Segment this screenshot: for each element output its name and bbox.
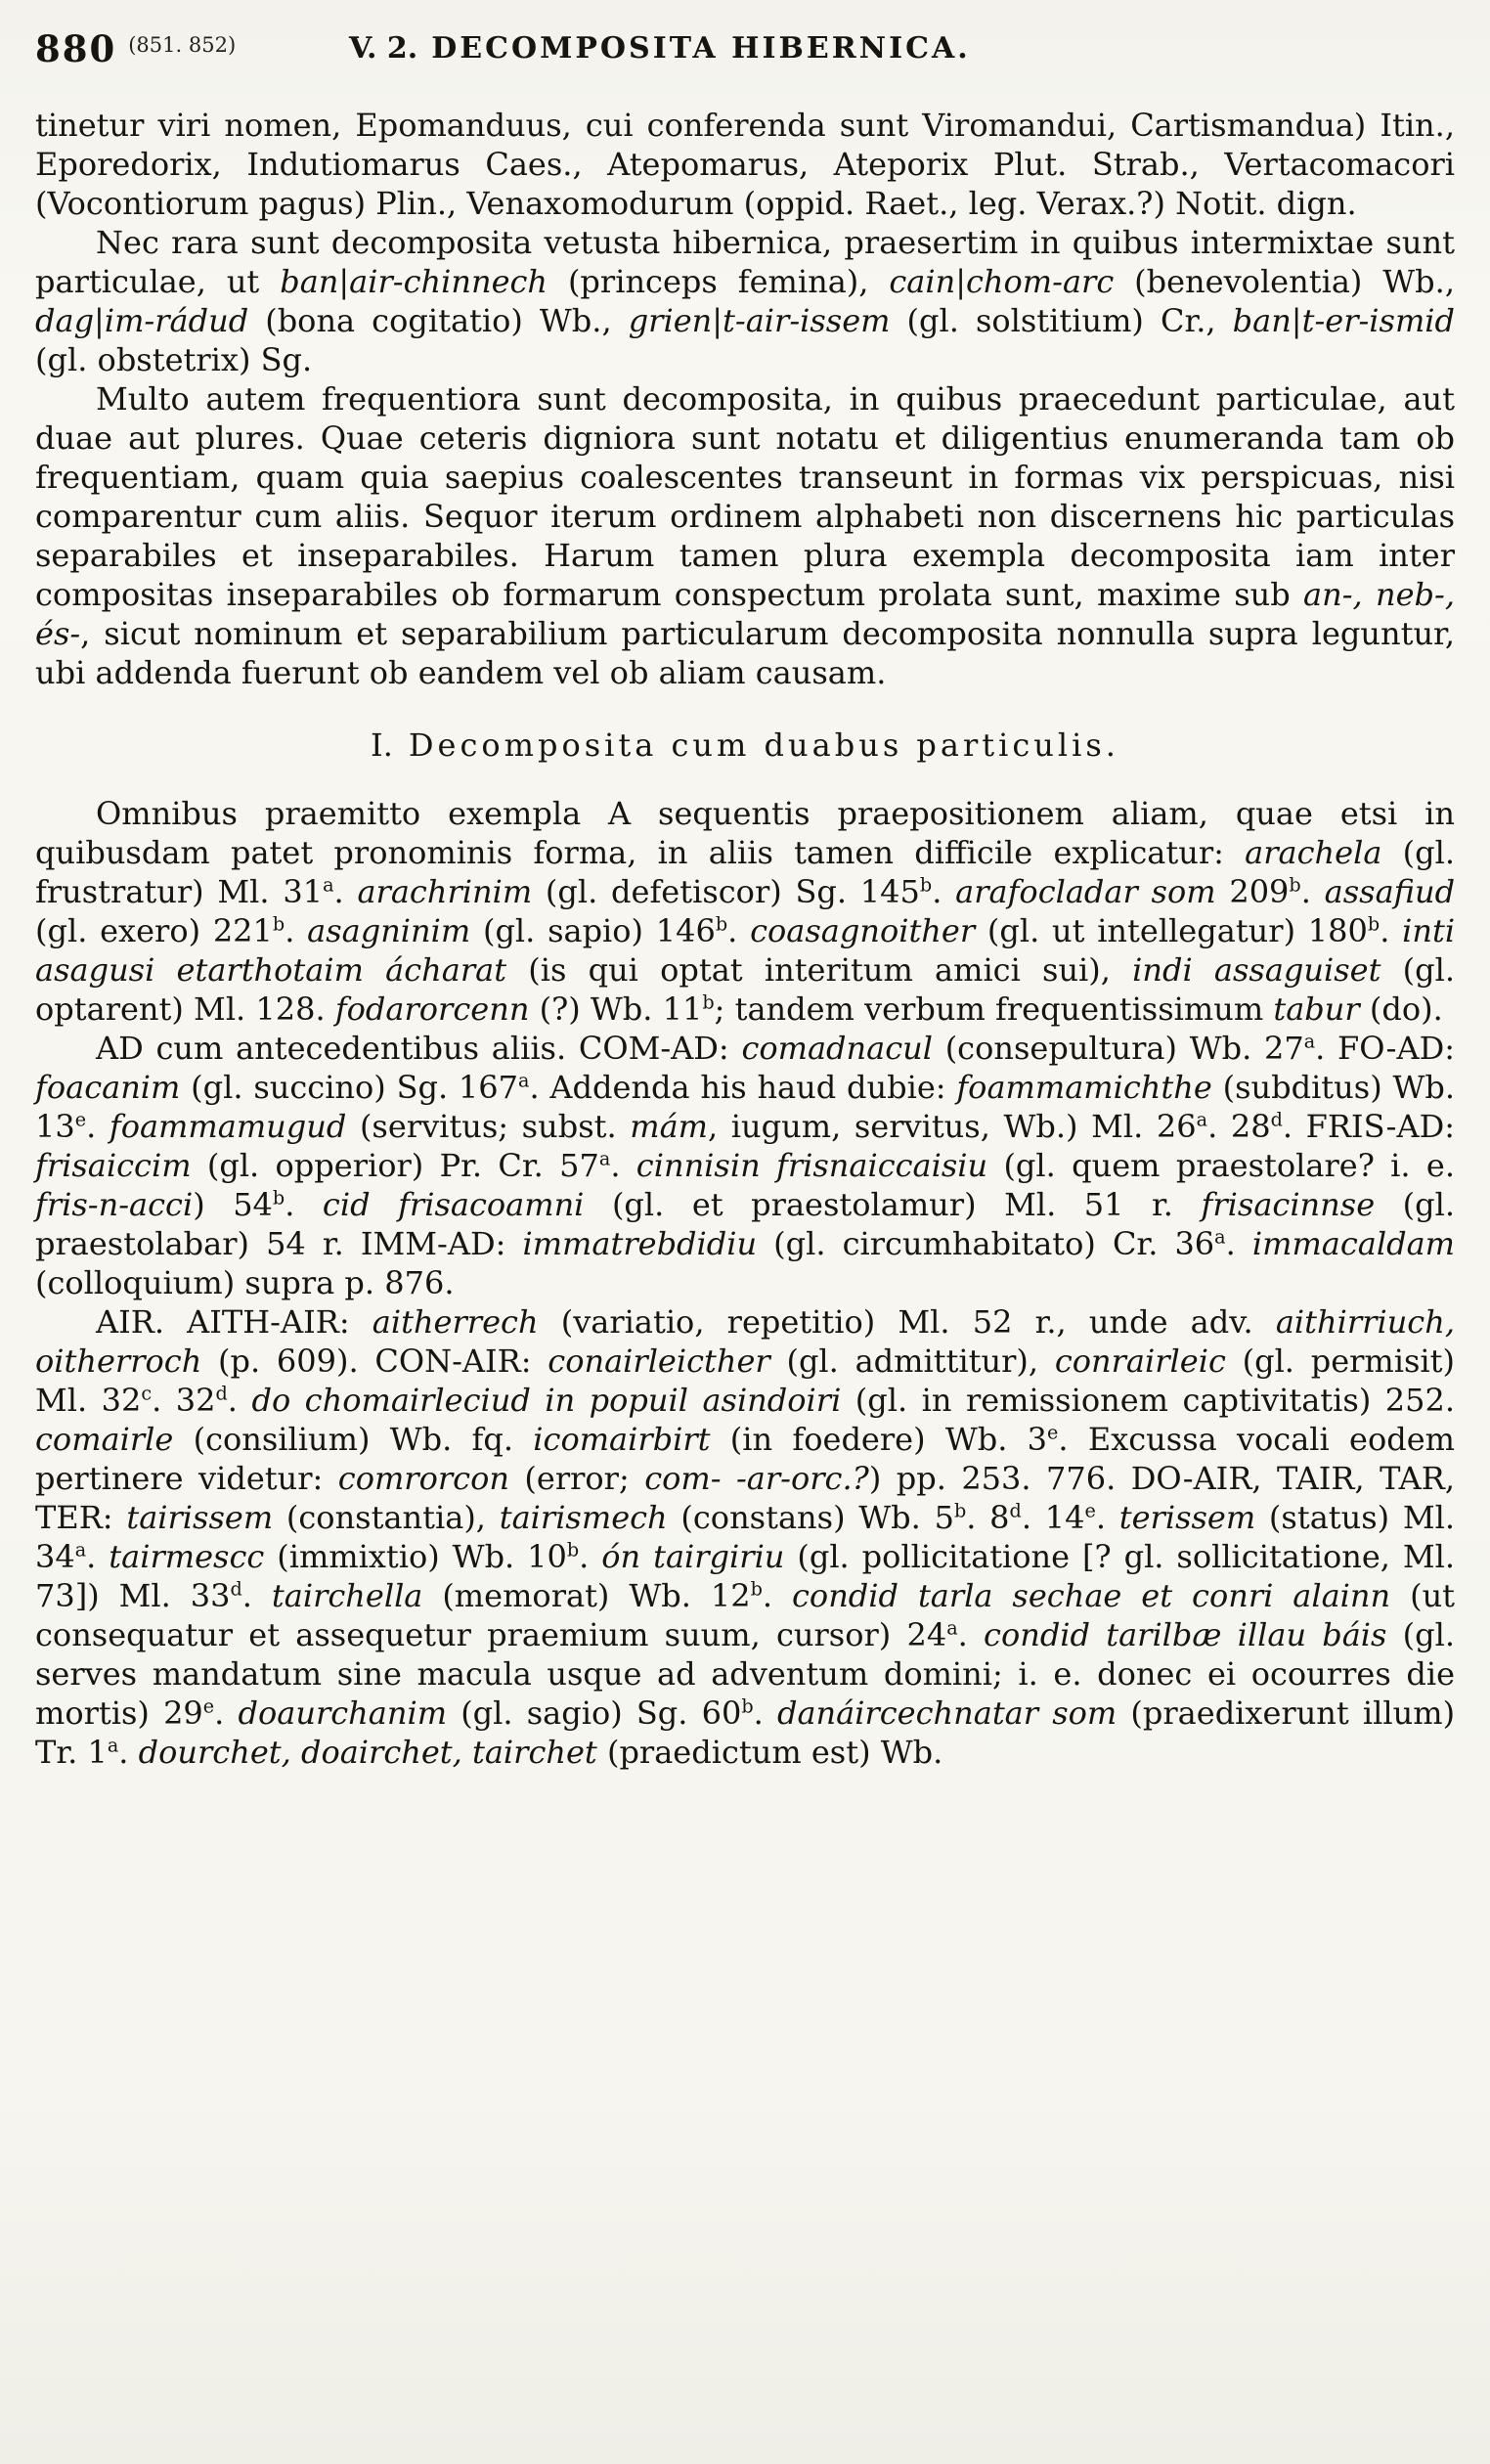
irish-term: assafiud: [1324, 873, 1456, 910]
folio-superscript: b: [1289, 873, 1301, 897]
folio-superscript: b: [1367, 912, 1380, 936]
column-reference: (851. 852): [128, 33, 237, 57]
folio-superscript: a: [107, 1734, 119, 1757]
text-run: (do).: [1359, 990, 1443, 1028]
text-run: .: [1380, 912, 1403, 949]
text-run: .: [727, 912, 751, 949]
running-title: [290, 29, 1029, 68]
irish-term: grien|t-air-issem: [628, 302, 891, 339]
irish-term: an-, neb-, és-: [35, 576, 1456, 652]
irish-term: arachela: [1245, 834, 1382, 871]
folio-superscript: a: [1303, 1030, 1316, 1053]
irish-term: dag|im-rádud: [35, 302, 249, 339]
text-run: Nec rara sunt decomposita vetusta hibernica, praesertim in quibus intermixtae sunt particulae, ut: [35, 224, 1455, 300]
text-run: (gl. exero) 221: [35, 912, 273, 949]
irish-term: conrairleic: [1054, 1342, 1226, 1380]
text-run: ) pp. 253. 776. DO-AIR, TAIR, TAR, TER:: [35, 1460, 1456, 1536]
text-run: (status) Ml. 34: [35, 1499, 1456, 1575]
text-run: (gl. ut intellegatur) 180: [975, 912, 1368, 949]
text-run: (colloquium) supra p. 876.: [35, 1264, 455, 1301]
irish-term: terissem: [1118, 1499, 1256, 1536]
text-run: (praedictum est) Wb.: [596, 1734, 943, 1771]
page-header: [35, 25, 1455, 80]
text-run: (immixtio) Wb. 10: [264, 1538, 567, 1575]
paragraph: [35, 794, 1455, 1029]
text-run: AD cum antecedentibus aliis. COM-AD:: [96, 1030, 742, 1067]
irish-term: foammamichthe: [956, 1069, 1212, 1106]
irish-term: cain|chom-arc: [889, 263, 1115, 300]
irish-term: arachrinim: [357, 873, 533, 910]
text-run: 209: [1215, 873, 1290, 910]
text-run: tinetur viri nomen, Epomanduus, cui conferenda sunt Viromandui, Cartismandua) Itin., Eporedorix, Indutiomarus Caes., Atepomarus, Ateporix Plut. Strab., Vertacomacori (Vocontiorum pagus) Plin., Venaxomodurum (oppid. Raet., leg. Verax.?) Notit. dign.: [35, 107, 1455, 222]
text-run: (gl. pollicitatione [? gl. sollicitatione, Ml. 73]) Ml. 33: [35, 1538, 1456, 1614]
irish-term: frisaiccim: [35, 1147, 192, 1184]
folio-superscript: a: [323, 873, 334, 897]
irish-term: cid frisacoamni: [322, 1186, 585, 1223]
irish-term: arafocladar som: [955, 873, 1216, 910]
irish-term: immacaldam: [1251, 1225, 1456, 1262]
text-run: (princeps femina),: [548, 263, 890, 300]
text-run: (gl. et praestolamur) Ml. 51 r.: [584, 1186, 1202, 1223]
text-run: , iugum, servitus, Wb.) Ml. 26: [708, 1108, 1197, 1145]
folio-superscript: a: [1196, 1108, 1208, 1131]
irish-term: coasagnoither: [750, 912, 976, 949]
text-run: .: [932, 873, 956, 910]
text-run: ) 54: [193, 1186, 273, 1223]
volume-label: V. 2.: [349, 31, 418, 66]
text-run: (gl. praestolabar) 54 r. IMM-AD:: [35, 1186, 1456, 1262]
irish-term: tairismech: [499, 1499, 668, 1536]
irish-term: cinnisin frisnaiccaisiu: [635, 1147, 988, 1184]
irish-term: aitherrech: [372, 1303, 539, 1341]
text-run: (constans) Wb. 5: [667, 1499, 954, 1536]
irish-term: dourchet, doairchet, tairchet: [138, 1734, 597, 1771]
irish-term: foacanim: [35, 1069, 181, 1106]
text-run: .: [118, 1734, 139, 1771]
irish-term: immatrebdidiu: [522, 1225, 758, 1262]
text-run: .: [610, 1147, 636, 1184]
running-title-text: DECOMPOSITA HIBERNICA.: [431, 31, 971, 66]
irish-term: comairle: [35, 1421, 174, 1458]
text-run: .: [762, 1577, 792, 1614]
folio-superscript: d: [1009, 1499, 1022, 1522]
text-run: . 14: [1021, 1499, 1085, 1536]
folio-superscript: a: [946, 1616, 958, 1640]
irish-term: conairleicther: [548, 1342, 770, 1380]
text-run: .: [86, 1108, 110, 1145]
folio-superscript: b: [702, 990, 715, 1014]
irish-term: tairchella: [271, 1577, 423, 1614]
paragraph: [35, 1029, 1455, 1302]
irish-term: ban|t-er-ismid: [1232, 302, 1456, 339]
text-run: (constantia),: [273, 1499, 500, 1536]
text-run: . 28: [1207, 1108, 1271, 1145]
section-heading: [35, 726, 1455, 765]
text-run: (in foedere) Wb. 3: [710, 1421, 1048, 1458]
text-run: . FRIS-AD:: [1282, 1108, 1456, 1145]
text-run: (gl. solstitium) Cr.,: [890, 302, 1233, 339]
irish-term: mám: [630, 1108, 709, 1145]
text-run: (ut consequatur et assequetur praemium suum, cursor) 24: [35, 1577, 1456, 1653]
text-run: (benevolentia) Wb.,: [1114, 263, 1456, 300]
text-run: (gl. circumhabitato) Cr. 36: [757, 1225, 1215, 1262]
text-run: (consepultura) Wb. 27: [932, 1030, 1304, 1067]
text-run: (gl. succino) Sg. 167: [180, 1069, 519, 1106]
folio-superscript: a: [1214, 1225, 1226, 1249]
irish-term: fris-n-acci: [35, 1186, 194, 1223]
irish-term: comadnacul: [741, 1030, 933, 1067]
text-run: (gl. opperior) Pr. Cr. 57: [191, 1147, 599, 1184]
text-run: ; tandem verbum frequentissimum: [714, 990, 1274, 1028]
text-run: (p. 609). CON-AIR:: [201, 1342, 548, 1380]
irish-term: comrorcon: [337, 1460, 509, 1497]
text-block-before-heading: [35, 106, 1455, 692]
section-number: I.: [371, 726, 393, 764]
folio-superscript: a: [518, 1069, 530, 1092]
text-run: . Excussa vocali eodem pertinere videtur:: [35, 1421, 1456, 1497]
text-run: , sicut nominum et separabilium particularum decomposita nonnulla supra leguntur, ubi addenda fuerunt ob eandem vel ob aliam causam.: [35, 615, 1455, 691]
text-run: (gl. frustratur) Ml. 31: [35, 834, 1456, 910]
folio-superscript: e: [202, 1694, 215, 1718]
irish-term: com- -ar-orc.?: [644, 1460, 869, 1497]
irish-term: tairissem: [126, 1499, 274, 1536]
folio-superscript: b: [272, 1186, 285, 1210]
irish-term: do chomairleciud in popuil asindoiri: [251, 1382, 842, 1419]
irish-term: tabur: [1273, 990, 1360, 1028]
text-run: (servitus; subst.: [346, 1108, 631, 1145]
text-run: (gl. obstetrix) Sg.: [35, 341, 313, 378]
irish-term: indi assaguiset: [1132, 951, 1381, 989]
text-run: .: [214, 1694, 239, 1732]
text-run: (praedixerunt illum) Tr. 1: [35, 1694, 1456, 1771]
text-run: (gl. serves mandatum sine macula usque ad adventum domini; i. e. donec ei ocourres die mortis) 29: [35, 1616, 1456, 1732]
folio-superscript: c: [141, 1382, 153, 1405]
folio-superscript: d: [215, 1382, 228, 1405]
folio-superscript: a: [598, 1147, 611, 1170]
text-run: (gl. admittitur),: [769, 1342, 1055, 1380]
text-run: (subditus) Wb. 13: [35, 1069, 1456, 1145]
text-run: .: [333, 873, 358, 910]
text-run: .: [579, 1538, 602, 1575]
folio-superscript: b: [741, 1694, 754, 1718]
folio-superscript: b: [715, 912, 728, 936]
folio-superscript: a: [74, 1538, 87, 1562]
text-run: .: [241, 1577, 272, 1614]
text-run: Multo autem frequentiora sunt decomposita, in quibus praecedunt particulae, aut duae aut plures. Quae ceteris digniora sunt notatu et diligentius enumeranda tam ob frequentiam, quam quia saepius coalescentes transeunt in formas vix perspicuas, nisi comparentur cum aliis. Sequor iterum ordinem alphabeti non discernens hic particulas separabiles et inseparabiles. Harum tamen plura exempla decomposita iam inter compositas inseparabiles ob formarum conspectum prolata sunt, maxime sub: [35, 380, 1455, 613]
text-run: (is qui optat interitum amici sui),: [506, 951, 1133, 989]
text-run: .: [1095, 1499, 1119, 1536]
irish-term: doaurchanim: [238, 1694, 448, 1732]
text-run: .: [86, 1538, 110, 1575]
text-run: AIR. AITH-AIR:: [96, 1303, 372, 1341]
folio-superscript: b: [750, 1577, 763, 1601]
text-run: .: [753, 1694, 777, 1732]
text-run: .: [285, 912, 308, 949]
text-run: (memorat) Wb. 12: [422, 1577, 751, 1614]
text-run: (gl. defetiscor) Sg. 145: [532, 873, 920, 910]
irish-term: tairmescc: [109, 1538, 265, 1575]
irish-term: condid tarilbæ illau báis: [984, 1616, 1387, 1653]
folio-superscript: b: [953, 1499, 967, 1522]
irish-term: ban|air-chinnech: [280, 263, 548, 300]
text-run: Omnibus praemitto exempla A sequentis praepositionem aliam, quae etsi in quibusdam patet pronominis forma, in aliis tamen difficile explicatur:: [35, 795, 1455, 871]
text-run: .: [285, 1186, 323, 1223]
text-run: (gl. optarent) Ml. 128.: [35, 951, 1456, 1028]
irish-term: icomairbirt: [533, 1421, 711, 1458]
folio-superscript: b: [919, 873, 933, 897]
text-run: . 32: [152, 1382, 216, 1419]
text-run: (gl. in remissionem captivitatis) 252.: [841, 1382, 1456, 1419]
folio-superscript: e: [1047, 1421, 1059, 1444]
irish-term: aithirriuch, oitherroch: [35, 1303, 1455, 1380]
text-run: (gl. sapio) 146: [470, 912, 716, 949]
text-run: . 8: [966, 1499, 1010, 1536]
irish-term: fodarorcenn: [334, 990, 530, 1028]
text-run: (gl. quem praestolare? i. e.: [987, 1147, 1455, 1184]
text-run: (?) Wb. 11: [529, 990, 703, 1028]
irish-term: ón tairgiriu: [601, 1538, 785, 1575]
folio-superscript: e: [1084, 1499, 1096, 1522]
text-run: (consilium) Wb. fq.: [173, 1421, 534, 1458]
folio-superscript: d: [230, 1577, 242, 1601]
text-run: .: [1300, 873, 1325, 910]
text-run: (bona cogitatio) Wb.,: [248, 302, 629, 339]
text-run: (gl. permisit) Ml. 32: [35, 1342, 1456, 1419]
folio-superscript: b: [272, 912, 285, 936]
text-run: .: [1225, 1225, 1252, 1262]
irish-term: foammamugud: [109, 1108, 347, 1145]
text-run: .: [227, 1382, 252, 1419]
folio-superscript: b: [566, 1538, 580, 1562]
paragraph: [35, 379, 1455, 692]
text-block-after-heading: [35, 794, 1455, 1772]
paragraph: [35, 1302, 1455, 1772]
text-run: .: [957, 1616, 985, 1653]
section-title: Decomposita cum duabus particulis.: [408, 726, 1119, 764]
irish-term: asagninim: [307, 912, 471, 949]
text-run: (error;: [508, 1460, 645, 1497]
text-run: (variatio, repetitio) Ml. 52 r., unde adv.: [538, 1303, 1276, 1341]
page-number: 880: [35, 27, 117, 70]
irish-term: danáircechnatar som: [776, 1694, 1118, 1732]
folio-superscript: e: [74, 1108, 87, 1131]
irish-term: condid tarla sechae et conri alainn: [792, 1577, 1391, 1614]
irish-term: frisacinnse: [1201, 1186, 1376, 1223]
paragraph: [35, 223, 1455, 379]
text-run: . Addenda his haud dubie:: [529, 1069, 957, 1106]
text-run: . FO-AD:: [1315, 1030, 1456, 1067]
irish-term: inti asagusi etarthotaim ácharat: [35, 912, 1456, 989]
folio-superscript: d: [1270, 1108, 1283, 1131]
text-run: (gl. sagio) Sg. 60: [447, 1694, 742, 1732]
paragraph: [35, 106, 1455, 223]
